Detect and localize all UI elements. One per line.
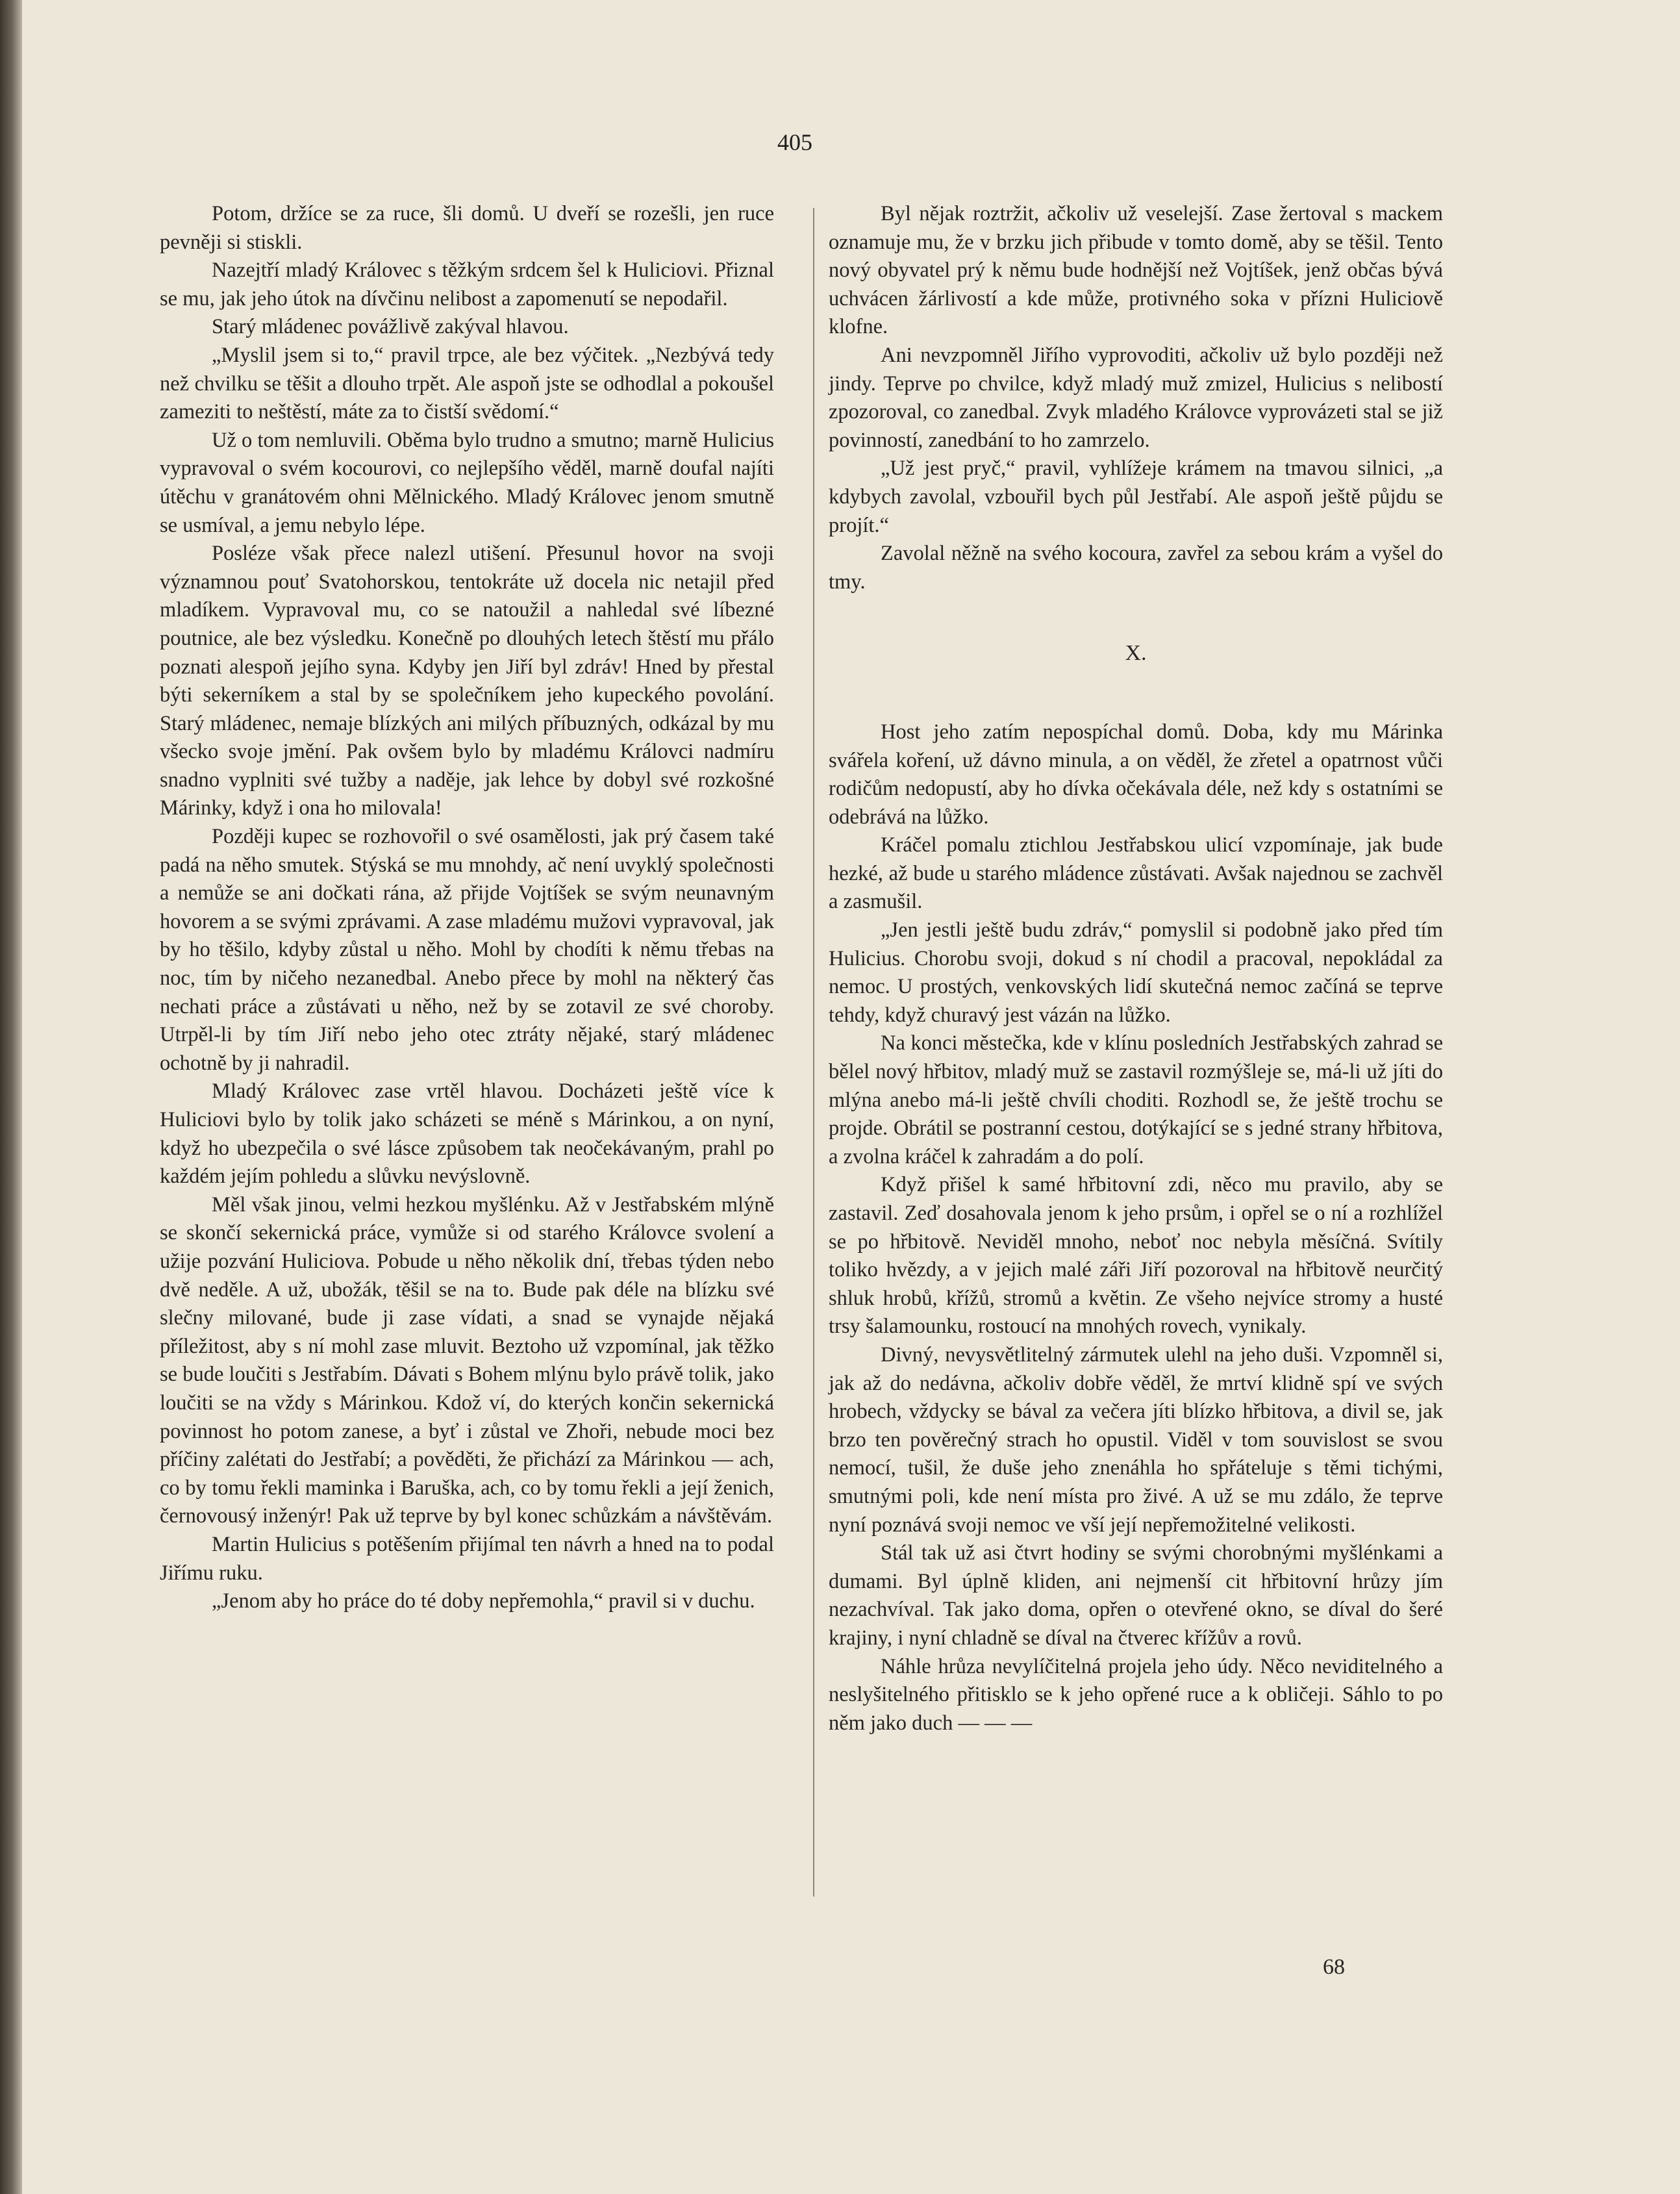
paragraph: Zavolal něžně na svého kocoura, zavřel za sebou krám a vyšel do tmy. <box>829 542 1443 594</box>
paragraph: Mladý Královec zase vrtěl hlavou. Docházeti ještě více k Huliciovi bylo by tolik jako scházeti se méně s Márinkou, a on nyní, když ho ubezpečila o své lásce způsobem tak neočekávaným, prahl po každém jejím pohledu a slůvku nevýslovně. <box>160 1079 774 1189</box>
paragraph: Měl však jinou, velmi hezkou myšlénku. Až v Jestřabském mlýně se skončí sekernická práce, vymůže si od starého Královce svolení a užije pozvání Huliciova. Pobude u něho několik dní, třebas týden nebo dvě neděle. A už, ubožák, těšil se na to. Bude pak déle na blízku své slečny milované, bude ji zase vídati, a snad se vynajde nějaká příležitost, aby s ní mohl zase mluvit. Beztoho už vzpomínal, jak těžko se bude loučiti s Jestřabím. Dávati s Bohem mlýnu bylo právě tolik, jako loučiti se na vždy s Márinkou. Kdož ví, do kterých končin sekernická povinnost ho potom zanese, a byť i zůstal ve Zhoři, nebude moci bez příčiny zalétati do Jestřabí; a pověděti, že přichází za Márinkou — ach, co by tomu řekli maminka i Baruška, ach, co by tomu řekli a její ženich, černovousý inženýr! Pak už teprve by byl konec schůzkám a návštěvám. <box>160 1192 774 1528</box>
paragraph: Starý mládenec povážlivě zakýval hlavou. <box>212 315 569 339</box>
paragraph: Na konci městečka, kde v klínu posledních Jestřabských zahrad se bělel nový hřbitov, mladý muž se zastavil rozmýšleje se, má-li už jíti do mlýna anebo má-li ještě chvíli choditi. Rozhodl se, že ještě trochu se projde. Obrátil se postranní cestou, dotýkající se s jedné strany hřbitova, a zvolna kráčel k zahradám a do polí. <box>829 1031 1443 1168</box>
paragraph: Když přišel k samé hřbitovní zdi, něco mu pravilo, aby se zastavil. Zeď dosahovala jenom k jeho prsům, i opřel se o ní a rozhlížel se po hřbitově. Neviděl mnoho, neboť noc nebyla měsíčná. Svítily toliko hvězdy, a v jejich malé záři Jiří pozoroval na hřbitově neurčitý shluk hrobů, křížů, stromů a květin. Ze všeho nejvíce stromy a husté trsy šalamounku, rostoucí na mnohých rovech, vynikaly. <box>829 1173 1443 1339</box>
paragraph: Divný, nevysvětlitelný zármutek ulehl na jeho duši. Vzpomněl si, jak až do nedávna, ačkoliv dobře věděl, že mrtví klidně spí ve svých hrobech, vždycky se bával za večera jíti blízko hřbitova, a divil se, jak brzo ten pověrečný strach ho opustil. Viděl v tom souvislost se svou nemocí, tušil, že duše jeho znenáhla ho spřáteluje s těmi tichými, smutnými poli, kde není místa pro živé. A už se mu zdálo, že teprve nyní poznává svoji nemoc ve vší její nepřemožitelné velikosti. <box>829 1343 1443 1537</box>
paragraph: „Jenom aby ho práce do té doby nepřemohla,“ pravil si v duchu. <box>212 1589 755 1613</box>
column-divider <box>813 208 814 1897</box>
paragraph: „Myslil jsem si to,“ pravil trpce, ale bez výčitek. „Nezbývá tedy než chvilku se těšit a dlouho trpět. Ale aspoň jste se odhodlal a pokoušel zameziti to neštěstí, máte za to čistší svědomí.“ <box>160 343 774 424</box>
paragraph: Nazejtří mladý Královec s těžkým srdcem šel k Huliciovi. Přiznal se mu, jak jeho útok na dívčinu nelibost a zapomenutí se nepodařil. <box>160 258 774 310</box>
paragraph: Stál tak už asi čtvrt hodiny se svými chorobnými myšlénkami a dumami. Byl úplně kliden, ani nejmenší cit hřbitovní hrůzy jím nezachvíval. Tak jako doma, opřen o otevřené okno, se díval do šeré krajiny, i nyní chladně se díval na čtverec křížův a rovů. <box>829 1541 1443 1650</box>
left-text-column <box>160 200 774 1616</box>
page-number: 405 <box>777 129 812 155</box>
paragraph: Martin Hulicius s potěšením přijímal ten návrh a hned na to podal Jiřímu ruku. <box>160 1532 774 1585</box>
paragraph: Host jeho zatím nepospíchal domů. Doba, kdy mu Márinka svářela koření, už dávno minula, a on věděl, že zřetel a opatrnost vůči rodičům nedopustí, aby ho dívka očekávala déle, než kdy s ostatními se odebrává na lůžko. <box>829 720 1443 829</box>
printer-signature-mark: 68 <box>1323 1955 1345 1979</box>
book-page <box>22 0 1680 2194</box>
book-binding-shadow <box>0 0 22 2194</box>
paragraph: Byl nějak roztržit, ačkoliv už veselejší. Zase žertoval s mackem oznamuje mu, že v brzku jich přibude v tomto domě, aby se těšil. Tento nový obyvatel prý k němu bude hodnější než Vojtíšek, jenž občas bývá uchvácen žárlivostí a kde může, protivného soka v přízni Huliciově klofne. <box>829 202 1443 339</box>
paragraph: Potom, držíce se za ruce, šli domů. U dveří se rozešli, jen ruce pevněji si stiskli. <box>160 202 774 254</box>
paragraph: Posléze však přece nalezl utišení. Přesunul hovor na svoji významnou pouť Svatohorskou, tentokráte už docela nic netajil před mladíkem. Vypravoval mu, co se natoužil a nahledal své líbezné poutnice, ale bez výsledku. Konečně po dlouhých letech štěstí mu přálo poznati alespoň jejího syna. Kdyby jen Jiří byl zdráv! Hned by přestal býti sekerníkem a stal by se společníkem jeho kupeckého povolání. Starý mládenec, nemaje blízkých ani milých příbuzných, odkázal by mu všecko svoje jmění. Pak ovšem bylo by mladému Královci nadmíru snadno vyplniti své tužby a naděje, jak lehce by dobyl své rozkošné Márinky, když i ona ho milovala! <box>160 542 774 820</box>
paragraph: Náhle hrůza nevylíčitelná projela jeho údy. Něco neviditelného a neslyšitelného přitisklo se k jeho opřené ruce a k obličeji. Sáhlo to po něm jako duch — — — <box>829 1654 1443 1735</box>
paragraph: „Už jest pryč,“ pravil, vyhlížeje krámem na tmavou silnici, „a kdybych zavolal, vzbouřil bych půl Jestřabí. Ale aspoň ještě půjdu se projít.“ <box>829 457 1443 537</box>
chapter-heading: X. <box>1125 641 1147 666</box>
paragraph: Už o tom nemluvili. Oběma bylo trudno a smutno; marně Hulicius vypravoval o svém kocourovi, co nejlepšího věděl, marně doufal najíti útěchu v granátovém ohni Mělnického. Mladý Královec jenom smutně se usmíval, a jemu nebylo lépe. <box>160 428 774 537</box>
paragraph: „Jen jestli ještě budu zdráv,“ pomyslil si podobně jako před tím Hulicius. Chorobu svoji, dokud s ní chodil a pracoval, nepokládal za nemoc. U prostých, venkovských lidí skutečná nemoc začíná se teprve tehdy, když churavý jest vázán na lůžko. <box>829 918 1443 1027</box>
right-text-column <box>829 200 1443 1737</box>
paragraph: Později kupec se rozhovořil o své osamělosti, jak prý časem také padá na něho smutek. Stýská se mu mnohdy, ač není uvyklý společnosti a nemůže se ani dočkati rána, až přijde Vojtíšek se svým neunavným hovorem a se svými zprávami. A zase mladému mužovi vypravoval, jak by ho těšilo, kdyby zůstal u něho. Mohl by chodíti k němu třebas na noc, tím by ničeho nezanedbal. Anebo přece by mohl na některý čas nechati práce a zůstávati u něho, než by se zotavil ze své choroby. Utrpěl-li by tím Jiří nebo jeho otec ztráty nějaké, starý mládenec ochotně by ji nahradil. <box>160 825 774 1075</box>
paragraph: Ani nevzpomněl Jiřího vyprovoditi, ačkoliv už bylo později než jindy. Teprve po chvilce, když mladý muž zmizel, Hulicius s nelibostí zpozoroval, co zanedbal. Zvyk mladého Královce vyprovázeti stal se již povinností, zanedbání to ho zamrzelo. <box>829 343 1443 452</box>
paragraph: Kráčel pomalu ztichlou Jestřabskou ulicí vzpomínaje, jak bude hezké, až bude u starého mládence zůstávati. Avšak najednou se zachvěl a zasmušil. <box>829 833 1443 914</box>
